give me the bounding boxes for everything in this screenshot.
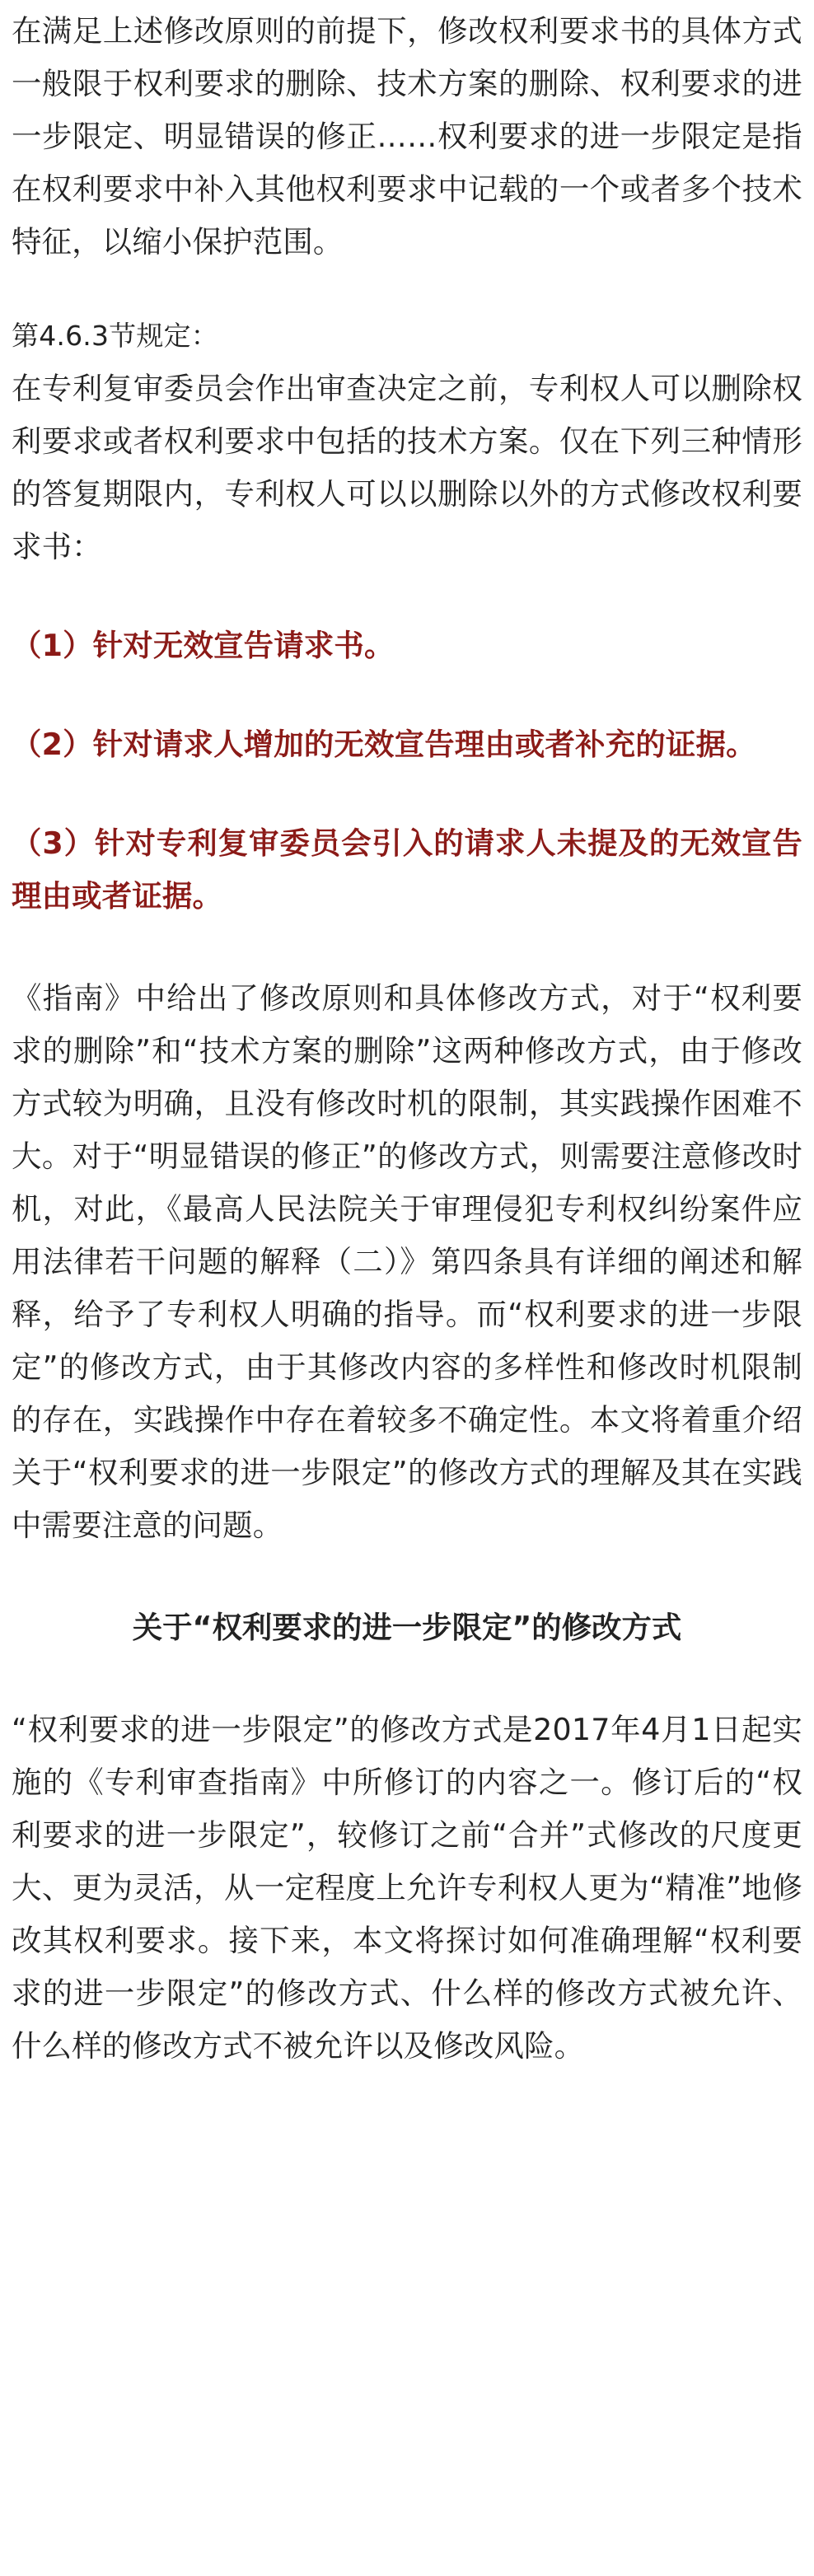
spacer [12,923,802,972]
section-heading: 关于“权利要求的进一步限定”的修改方式 [132,1610,682,1645]
rule-paragraph: 在专利复审委员会作出审查决定之前，专利权人可以删除权利要求或者权利要求中包括的技术方案。仅在下列三种情形的答复期限内，专利权人可以以删除以外的方式修改权利要求书： [12,371,802,564]
spacer [12,672,802,718]
condition-item-1: （1）针对无效宣告请求书。 [12,628,395,663]
spacer [12,573,802,619]
condition-item-2: （2）针对请求人增加的无效宣告理由或者补充的证据。 [12,727,756,762]
spacer [12,269,802,310]
guide-paragraph: 《指南》中给出了修改原则和具体修改方式，对于“权利要求的删除”和“技术方案的删除”这两种修改方式，由于修改方式较为明确，且没有修改时机的限制，其实践操作困难不大。对于“明显错误的修正”的修改方式，则需要注意修改时机，对此，《最高人民法院关于审理侵犯专利权纠纷案件应用法律若干问题的解释（二）》第四条具有详细的阐述和解释，给予了专利权人明确的指导。而“权利要求的进一步限定”的修改方式，由于其修改内容的多样性和修改时机限制的存在，实践操作中存在着较多不确定性。本文将着重介绍关于“权利要求的进一步限定”的修改方式的理解及其在实践中需要注意的问题。 [12,980,802,1543]
condition-item-3: （3）针对专利复审委员会引入的请求人未提及的无效宣告理由或者证据。 [12,825,802,914]
spacer [12,771,802,817]
intro-paragraph: 在满足上述修改原则的前提下，修改权利要求书的具体方式一般限于权利要求的删除、技术方案的删除、权利要求的进一步限定、明显错误的修正……权利要求的进一步限定是指在权利要求中补入其他权利要求中记载的一个或者多个技术特征，以缩小保护范围。 [12,13,802,259]
spacer [12,1654,802,1704]
spacer [12,1552,802,1601]
final-paragraph: “权利要求的进一步限定”的修改方式是2017年4月1日起实施的《专利审查指南》中所修订的内容之一。修订后的“权利要求的进一步限定”，较修订之前“合并”式修改的尺度更大、更为灵活，从一定程度上允许专利权人更为“精准”地修改其权利要求。接下来，本文将探讨如何准确理解“权利要求的进一步限定”的修改方式、什么样的修改方式被允许、什么样的修改方式不被允许以及修改风险。 [12,1712,802,2064]
section-label: 第4.6.3节规定： [12,320,218,352]
